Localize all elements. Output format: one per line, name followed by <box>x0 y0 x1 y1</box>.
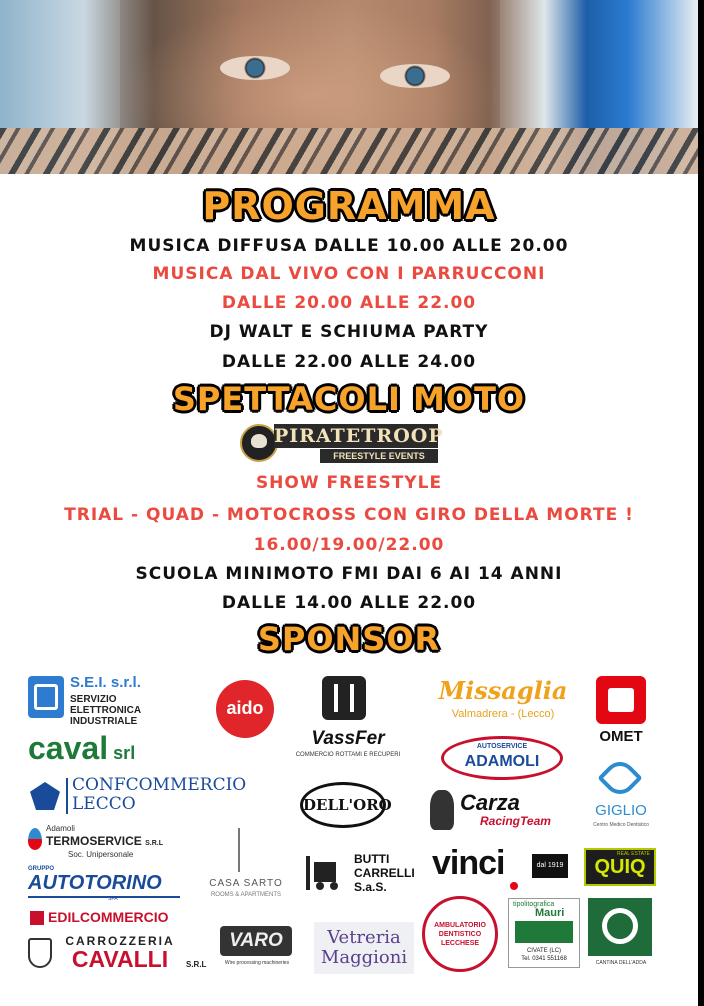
autotorino-sub: SPA <box>108 896 118 902</box>
termoservice-sub: Soc. Unipersonale <box>68 850 134 859</box>
piratetroop-logo <box>240 422 444 464</box>
ambulatorio-line-2: DENTISTICO <box>438 931 482 938</box>
tattooed-arm <box>0 128 698 174</box>
autotorino-logo <box>28 866 180 902</box>
ambulatorio-line-1: AMBULATORIO <box>434 922 486 929</box>
moto-line-1: SHOW FREESTYLE <box>255 473 443 493</box>
giglio-name: GIGLIO <box>595 802 647 819</box>
vinci-badge: dal 1919 <box>532 854 568 878</box>
piratetroop-name: PIRATETROOP <box>274 425 444 447</box>
vassfer-logo <box>290 676 406 764</box>
termoservice-logo <box>28 824 178 864</box>
sei-mark-icon <box>28 676 64 718</box>
casasarto-name: CASA SARTO <box>209 878 283 889</box>
adamoli-name: ADAMOLI <box>464 753 540 770</box>
butti-line-3: S.a.S. <box>354 880 387 894</box>
termoservice-top: Adamoli <box>46 824 75 833</box>
sei-logo <box>28 674 178 726</box>
aido-logo <box>216 680 274 738</box>
adamoli-top: AUTOSERVICE <box>476 743 528 750</box>
program-title: PROGRAMMA <box>202 184 496 228</box>
piratetroop-sub: FREESTYLE EVENTS <box>320 449 438 463</box>
missaglia-name: Missaglia <box>438 676 568 705</box>
sei-line-1: SERVIZIO <box>70 694 117 705</box>
carza-name: Carza <box>460 790 520 815</box>
confcommercio-logo <box>28 775 247 816</box>
rider-icon <box>430 790 454 830</box>
butti-logo <box>304 852 422 898</box>
moto-line-5: DALLE 14.00 ALLE 22.00 <box>221 593 477 613</box>
vetreria-line-1: Vetreria <box>327 927 401 948</box>
moto-line-2: TRIAL - QUAD - MOTOCROSS CON GIRO DELLA MORTE ! <box>64 505 634 525</box>
termoservice-name: TERMOSERVICE <box>46 834 142 848</box>
eagle-icon <box>30 782 60 810</box>
cavalli-line-2: CAVALLI <box>71 946 169 972</box>
program-line-2: MUSICA DAL VIVO CON I PARRUCCONI <box>152 264 546 284</box>
program-line-5: DALLE 22.00 ALLE 24.00 <box>221 352 477 372</box>
skull-icon <box>240 424 278 462</box>
confcommercio-line-1: CONFCOMMERCIO <box>72 775 247 795</box>
moto-line-4: SCUOLA MINIMOTO FMI DAI 6 AI 14 ANNI <box>135 564 563 584</box>
ambulatorio-line-3: LECCHESE <box>440 940 480 947</box>
vinci-name: vinci <box>432 844 505 882</box>
butti-line-1: BUTTI <box>354 852 390 866</box>
sponsor-title: SPONSOR <box>257 620 441 658</box>
giglio-sub: Centro Medico Dentistico <box>593 822 649 828</box>
forklift-icon <box>304 856 348 892</box>
aido-name: aido <box>226 698 264 718</box>
mauri-line-2: Tel. 0341 551168 <box>521 956 567 962</box>
caval-suffix: srl <box>113 743 136 763</box>
quiq-logo <box>584 848 656 886</box>
butti-line-2: CARRELLI <box>354 866 415 880</box>
vassfer-mark-icon <box>322 676 366 720</box>
autotorino-top: GRUPPO <box>28 866 55 872</box>
needle-icon <box>238 828 240 872</box>
delloro-name: DELL'ORO <box>303 796 392 814</box>
caval-name: caval <box>28 730 109 766</box>
sei-name: S.E.I. s.r.l. <box>70 674 141 691</box>
giglio-logo <box>588 758 654 832</box>
casasarto-sub: ROOMS & APARTMENTS <box>210 892 282 898</box>
cantina-mark-icon <box>588 898 652 956</box>
carza-logo <box>430 790 574 834</box>
mauri-name: Mauri <box>535 907 565 919</box>
program-line-1: MUSICA DIFFUSA DALLE 10.00 ALLE 20.00 <box>129 236 569 256</box>
autotorino-name: AUTOTORINO <box>28 872 162 894</box>
adamoli-logo <box>441 736 563 780</box>
cavalli-suffix: S.R.L <box>186 960 207 969</box>
vinci-logo <box>432 844 572 890</box>
flame-icon <box>28 828 42 850</box>
omet-logo <box>594 676 648 746</box>
program-line-4: DJ WALT E SCHIUMA PARTY <box>209 322 489 342</box>
vassfer-name: VassFer <box>311 728 385 749</box>
header-photo <box>0 0 698 174</box>
moto-title: SPETTACOLI MOTO <box>172 380 526 418</box>
edil-mark-icon <box>30 911 44 925</box>
mauri-mark-icon <box>515 921 573 943</box>
varo-logo <box>220 926 294 970</box>
varo-sub: Wire processing machineries <box>224 960 290 966</box>
edil-name: EDILCOMMERCIO <box>48 909 169 925</box>
vetreria-line-2: Maggioni <box>320 947 408 968</box>
eye-left <box>220 56 290 80</box>
termoservice-suffix: S.R.L <box>145 840 164 847</box>
giglio-mark-icon <box>597 755 642 800</box>
missaglia-logo <box>430 676 576 724</box>
cantina-name: CANTINA DELL'ADDA <box>595 960 647 966</box>
carza-sub: RacingTeam <box>480 814 551 828</box>
confcommercio-line-2: LECCO <box>72 794 136 814</box>
vetreria-logo <box>314 922 414 974</box>
horse-shield-icon <box>28 938 52 968</box>
eye-right <box>380 64 450 88</box>
cavalli-line-1: CARROZZERIA <box>65 934 175 948</box>
sei-line-3: INDUSTRIALE <box>70 716 138 727</box>
caval-logo <box>28 730 178 770</box>
missaglia-sub: Valmadrera - (Lecco) <box>451 708 555 720</box>
quiq-name: QUIQ <box>594 856 646 878</box>
ambulatorio-logo <box>422 896 498 972</box>
omet-mark-icon <box>596 676 646 724</box>
omet-name: OMET <box>599 728 643 745</box>
mauri-logo <box>508 898 580 968</box>
moto-line-3: 16.00/19.00/22.00 <box>253 535 445 555</box>
varo-name: VARO <box>220 926 292 956</box>
casasarto-logo <box>198 828 294 902</box>
delloro-logo <box>300 782 392 828</box>
program-line-3: DALLE 20.00 ALLE 22.00 <box>221 293 477 313</box>
edilcommercio-logo <box>30 908 176 928</box>
mauri-line-1: CIVATE (LC) <box>526 948 562 954</box>
cantina-logo <box>588 898 654 970</box>
cavalli-logo <box>28 934 210 974</box>
sei-line-2: ELETTRONICA <box>70 705 142 716</box>
quiq-top: REAL ESTATE <box>617 851 650 857</box>
mauri-top: tipolitografica <box>513 901 555 908</box>
vassfer-sub: COMMERCIO ROTTAMI E RECUPERI <box>295 752 401 758</box>
vinci-dot-icon <box>510 882 518 890</box>
